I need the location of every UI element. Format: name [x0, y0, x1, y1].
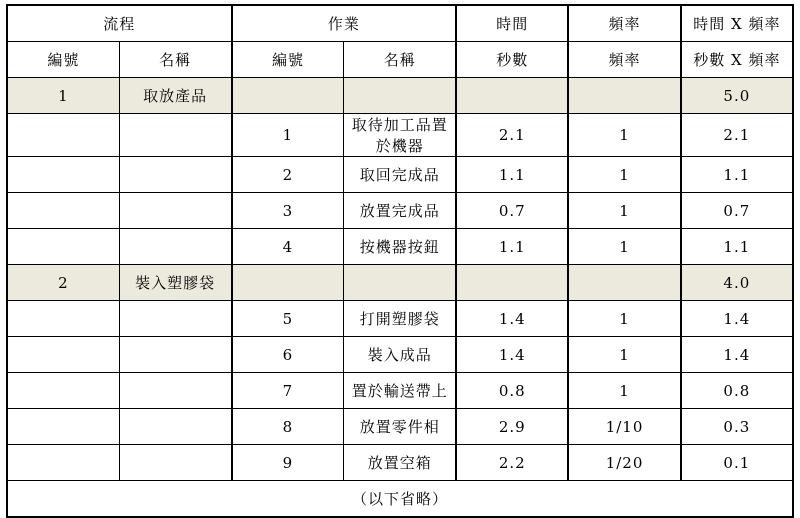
cell-process-no — [7, 229, 119, 265]
cell-seconds-x-frequency: 5.0 — [681, 78, 793, 114]
table-row — [7, 445, 793, 481]
sub-header-frequency: 頻率 — [568, 42, 680, 78]
group-header-time: 時間 — [456, 5, 568, 42]
cell-seconds: 1.4 — [456, 301, 568, 337]
cell-seconds-x-frequency: 0.3 — [681, 409, 793, 445]
sub-header-process-no: 編號 — [7, 42, 119, 78]
cell-seconds: 1.1 — [456, 157, 568, 193]
sub-header-operation-no: 編號 — [232, 42, 344, 78]
cell-frequency: 1 — [568, 157, 680, 193]
sub-header-seconds-x-frequency: 秒數 X 頻率 — [681, 42, 793, 78]
table-row — [7, 265, 793, 301]
cell-frequency: 1/20 — [568, 445, 680, 481]
table-row — [7, 114, 793, 157]
footer-note: （以下省略） — [7, 481, 793, 518]
cell-operation-no: 3 — [232, 193, 344, 229]
cell-operation-name: 放置完成品 — [344, 193, 456, 229]
cell-process-name — [119, 373, 231, 409]
cell-operation-name: 取待加工品置於機器 — [344, 114, 456, 157]
cell-operation-name: 按機器按鈕 — [344, 229, 456, 265]
cell-operation-no — [232, 265, 344, 301]
table-row — [7, 157, 793, 193]
cell-seconds: 2.1 — [456, 114, 568, 157]
cell-operation-no — [232, 78, 344, 114]
cell-frequency: 1 — [568, 193, 680, 229]
cell-operation-name: 放置零件相 — [344, 409, 456, 445]
sub-header-operation-name: 名稱 — [344, 42, 456, 78]
cell-process-name: 裝入塑膠袋 — [119, 265, 231, 301]
cell-operation-name: 裝入成品 — [344, 337, 456, 373]
table-row — [7, 373, 793, 409]
cell-process-no — [7, 445, 119, 481]
cell-process-name — [119, 114, 231, 157]
cell-operation-no: 6 — [232, 337, 344, 373]
group-header-frequency: 頻率 — [568, 5, 680, 42]
table-row — [7, 337, 793, 373]
cell-seconds — [456, 78, 568, 114]
cell-frequency — [568, 78, 680, 114]
cell-process-no — [7, 157, 119, 193]
group-header-process: 流程 — [7, 5, 232, 42]
cell-operation-no: 1 — [232, 114, 344, 157]
cell-seconds — [456, 265, 568, 301]
cell-frequency: 1 — [568, 373, 680, 409]
cell-operation-name: 取回完成品 — [344, 157, 456, 193]
table-footer-row — [7, 481, 793, 518]
cell-seconds-x-frequency: 1.4 — [681, 337, 793, 373]
cell-seconds: 1.4 — [456, 337, 568, 373]
cell-process-no: 2 — [7, 265, 119, 301]
group-header-time-x-frequency: 時間 X 頻率 — [681, 5, 793, 42]
cell-frequency: 1 — [568, 229, 680, 265]
table-sub-header-row — [7, 42, 793, 78]
table-row — [7, 193, 793, 229]
table-row — [7, 409, 793, 445]
cell-frequency — [568, 265, 680, 301]
cell-process-name — [119, 229, 231, 265]
cell-operation-no: 8 — [232, 409, 344, 445]
cell-seconds-x-frequency: 1.1 — [681, 229, 793, 265]
cell-process-no — [7, 373, 119, 409]
group-header-operation: 作業 — [232, 5, 457, 42]
cell-process-no — [7, 193, 119, 229]
sub-header-process-name: 名稱 — [119, 42, 231, 78]
cell-process-name — [119, 193, 231, 229]
table-row — [7, 229, 793, 265]
cell-operation-no: 2 — [232, 157, 344, 193]
cell-seconds: 0.7 — [456, 193, 568, 229]
cell-operation-name — [344, 265, 456, 301]
cell-operation-no: 7 — [232, 373, 344, 409]
cell-frequency: 1 — [568, 337, 680, 373]
cell-operation-name — [344, 78, 456, 114]
cell-operation-no: 5 — [232, 301, 344, 337]
sub-header-seconds: 秒數 — [456, 42, 568, 78]
cell-process-name — [119, 337, 231, 373]
cell-seconds: 1.1 — [456, 229, 568, 265]
cell-seconds-x-frequency: 2.1 — [681, 114, 793, 157]
cell-seconds-x-frequency: 0.1 — [681, 445, 793, 481]
document-page — [0, 4, 800, 508]
cell-operation-name: 打開塑膠袋 — [344, 301, 456, 337]
cell-frequency: 1 — [568, 301, 680, 337]
cell-process-no — [7, 301, 119, 337]
work-analysis-table — [6, 4, 794, 518]
cell-operation-no: 9 — [232, 445, 344, 481]
cell-frequency: 1/10 — [568, 409, 680, 445]
cell-process-no — [7, 114, 119, 157]
cell-seconds-x-frequency: 4.0 — [681, 265, 793, 301]
cell-process-name — [119, 409, 231, 445]
cell-process-name — [119, 157, 231, 193]
cell-seconds: 0.8 — [456, 373, 568, 409]
cell-seconds-x-frequency: 0.7 — [681, 193, 793, 229]
cell-seconds-x-frequency: 1.4 — [681, 301, 793, 337]
cell-seconds: 2.9 — [456, 409, 568, 445]
cell-seconds-x-frequency: 1.1 — [681, 157, 793, 193]
cell-process-no — [7, 337, 119, 373]
cell-process-no: 1 — [7, 78, 119, 114]
table-row — [7, 78, 793, 114]
table-group-header-row — [7, 5, 793, 42]
cell-seconds-x-frequency: 0.8 — [681, 373, 793, 409]
table-row — [7, 301, 793, 337]
cell-operation-name: 放置空箱 — [344, 445, 456, 481]
cell-process-no — [7, 409, 119, 445]
cell-operation-name: 置於輸送帶上 — [344, 373, 456, 409]
cell-operation-no: 4 — [232, 229, 344, 265]
cell-frequency: 1 — [568, 114, 680, 157]
cell-process-name — [119, 445, 231, 481]
cell-seconds: 2.2 — [456, 445, 568, 481]
cell-process-name — [119, 301, 231, 337]
cell-process-name: 取放產品 — [119, 78, 231, 114]
